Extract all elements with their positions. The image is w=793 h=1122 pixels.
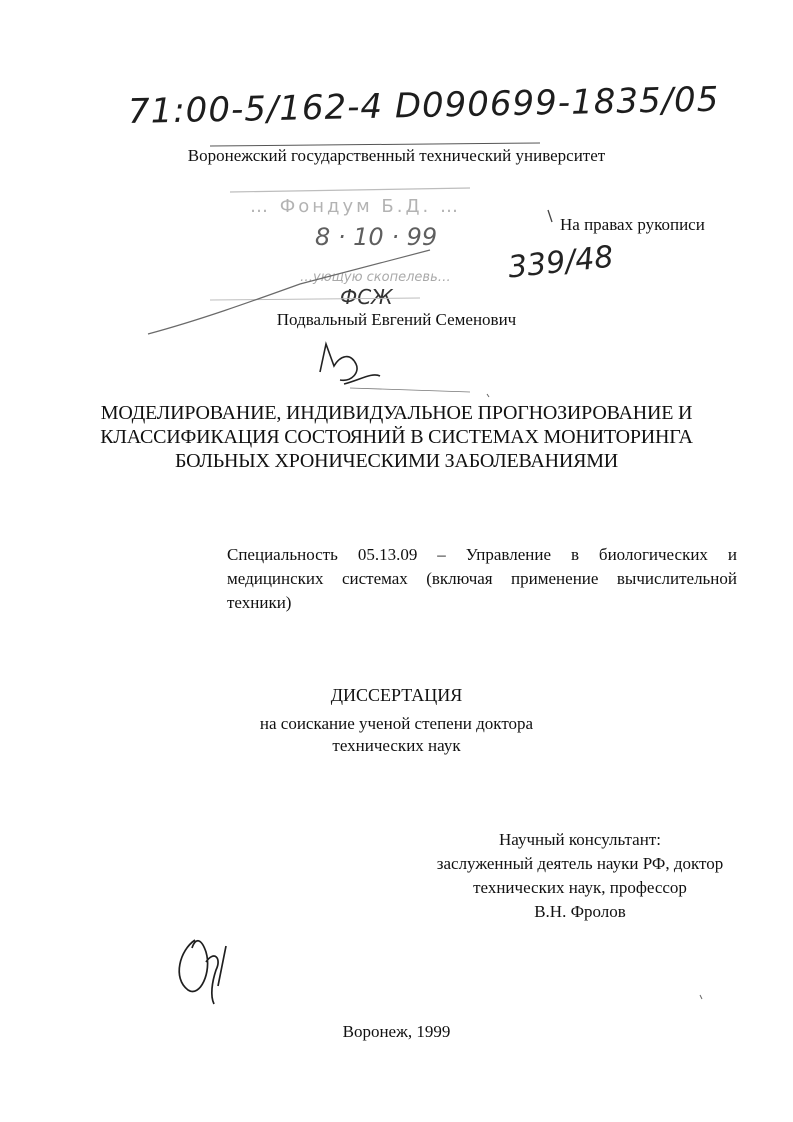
stamp-line-1: … Фондум Б.Д. … — [250, 196, 461, 217]
stamp-line-3: …ующую скопелевь… — [300, 270, 451, 285]
handwritten-note: 339/48 — [506, 239, 616, 286]
signature-tail — [350, 388, 470, 392]
stamp-date: 8 · 10 · 99 — [315, 223, 438, 251]
university-name: Воронежский государственный технический университет — [187, 146, 606, 165]
speck — [487, 394, 489, 397]
degree-line-2: технических наук — [332, 736, 461, 755]
title-line: МОДЕЛИРОВАНИЕ, ИНДИВИДУАЛЬНОЕ ПРОГНОЗИРОВАНИЕ И — [100, 402, 693, 424]
advisor-label: Научный консультант: — [499, 830, 661, 849]
handwritten-initials: ФСЖ — [340, 285, 393, 309]
archive-code: 71:00-5/162-4 D090699-1835/05 — [127, 79, 720, 132]
manuscript-rights-note: На правах рукописи — [560, 215, 705, 234]
speck — [700, 995, 702, 999]
scientific-advisor — [360, 828, 793, 924]
dissertation-title — [80, 401, 713, 473]
city-year: Воронеж, 1999 — [342, 1022, 451, 1041]
dissertation-heading: ДИССЕРТАЦИЯ — [330, 685, 463, 705]
specialty-text: Специальность 05.13.09 – Управление в биологических и медицинских системах (включая применение вычислительной техники) — [227, 545, 737, 612]
degree-line-1: на соискание ученой степени доктора — [259, 714, 534, 733]
advisor-line-2: технических наук, профессор — [473, 878, 687, 897]
author-name: Подвальный Евгений Семенович — [276, 310, 517, 329]
tick-mark — [548, 210, 552, 222]
title-line: БОЛЬНЫХ ХРОНИЧЕСКИМИ ЗАБОЛЕВАНИЯМИ — [174, 450, 619, 472]
advisor-name: В.Н. Фролов — [534, 902, 626, 921]
degree-description — [0, 713, 793, 757]
title-line: КЛАССИФИКАЦИЯ СОСТОЯНИЙ В СИСТЕМАХ МОНИТОРИНГА — [100, 426, 693, 448]
advisor-signature — [179, 940, 226, 1004]
advisor-line-1: заслуженный деятель науки РФ, доктор — [436, 854, 724, 873]
author-signature — [320, 344, 380, 384]
